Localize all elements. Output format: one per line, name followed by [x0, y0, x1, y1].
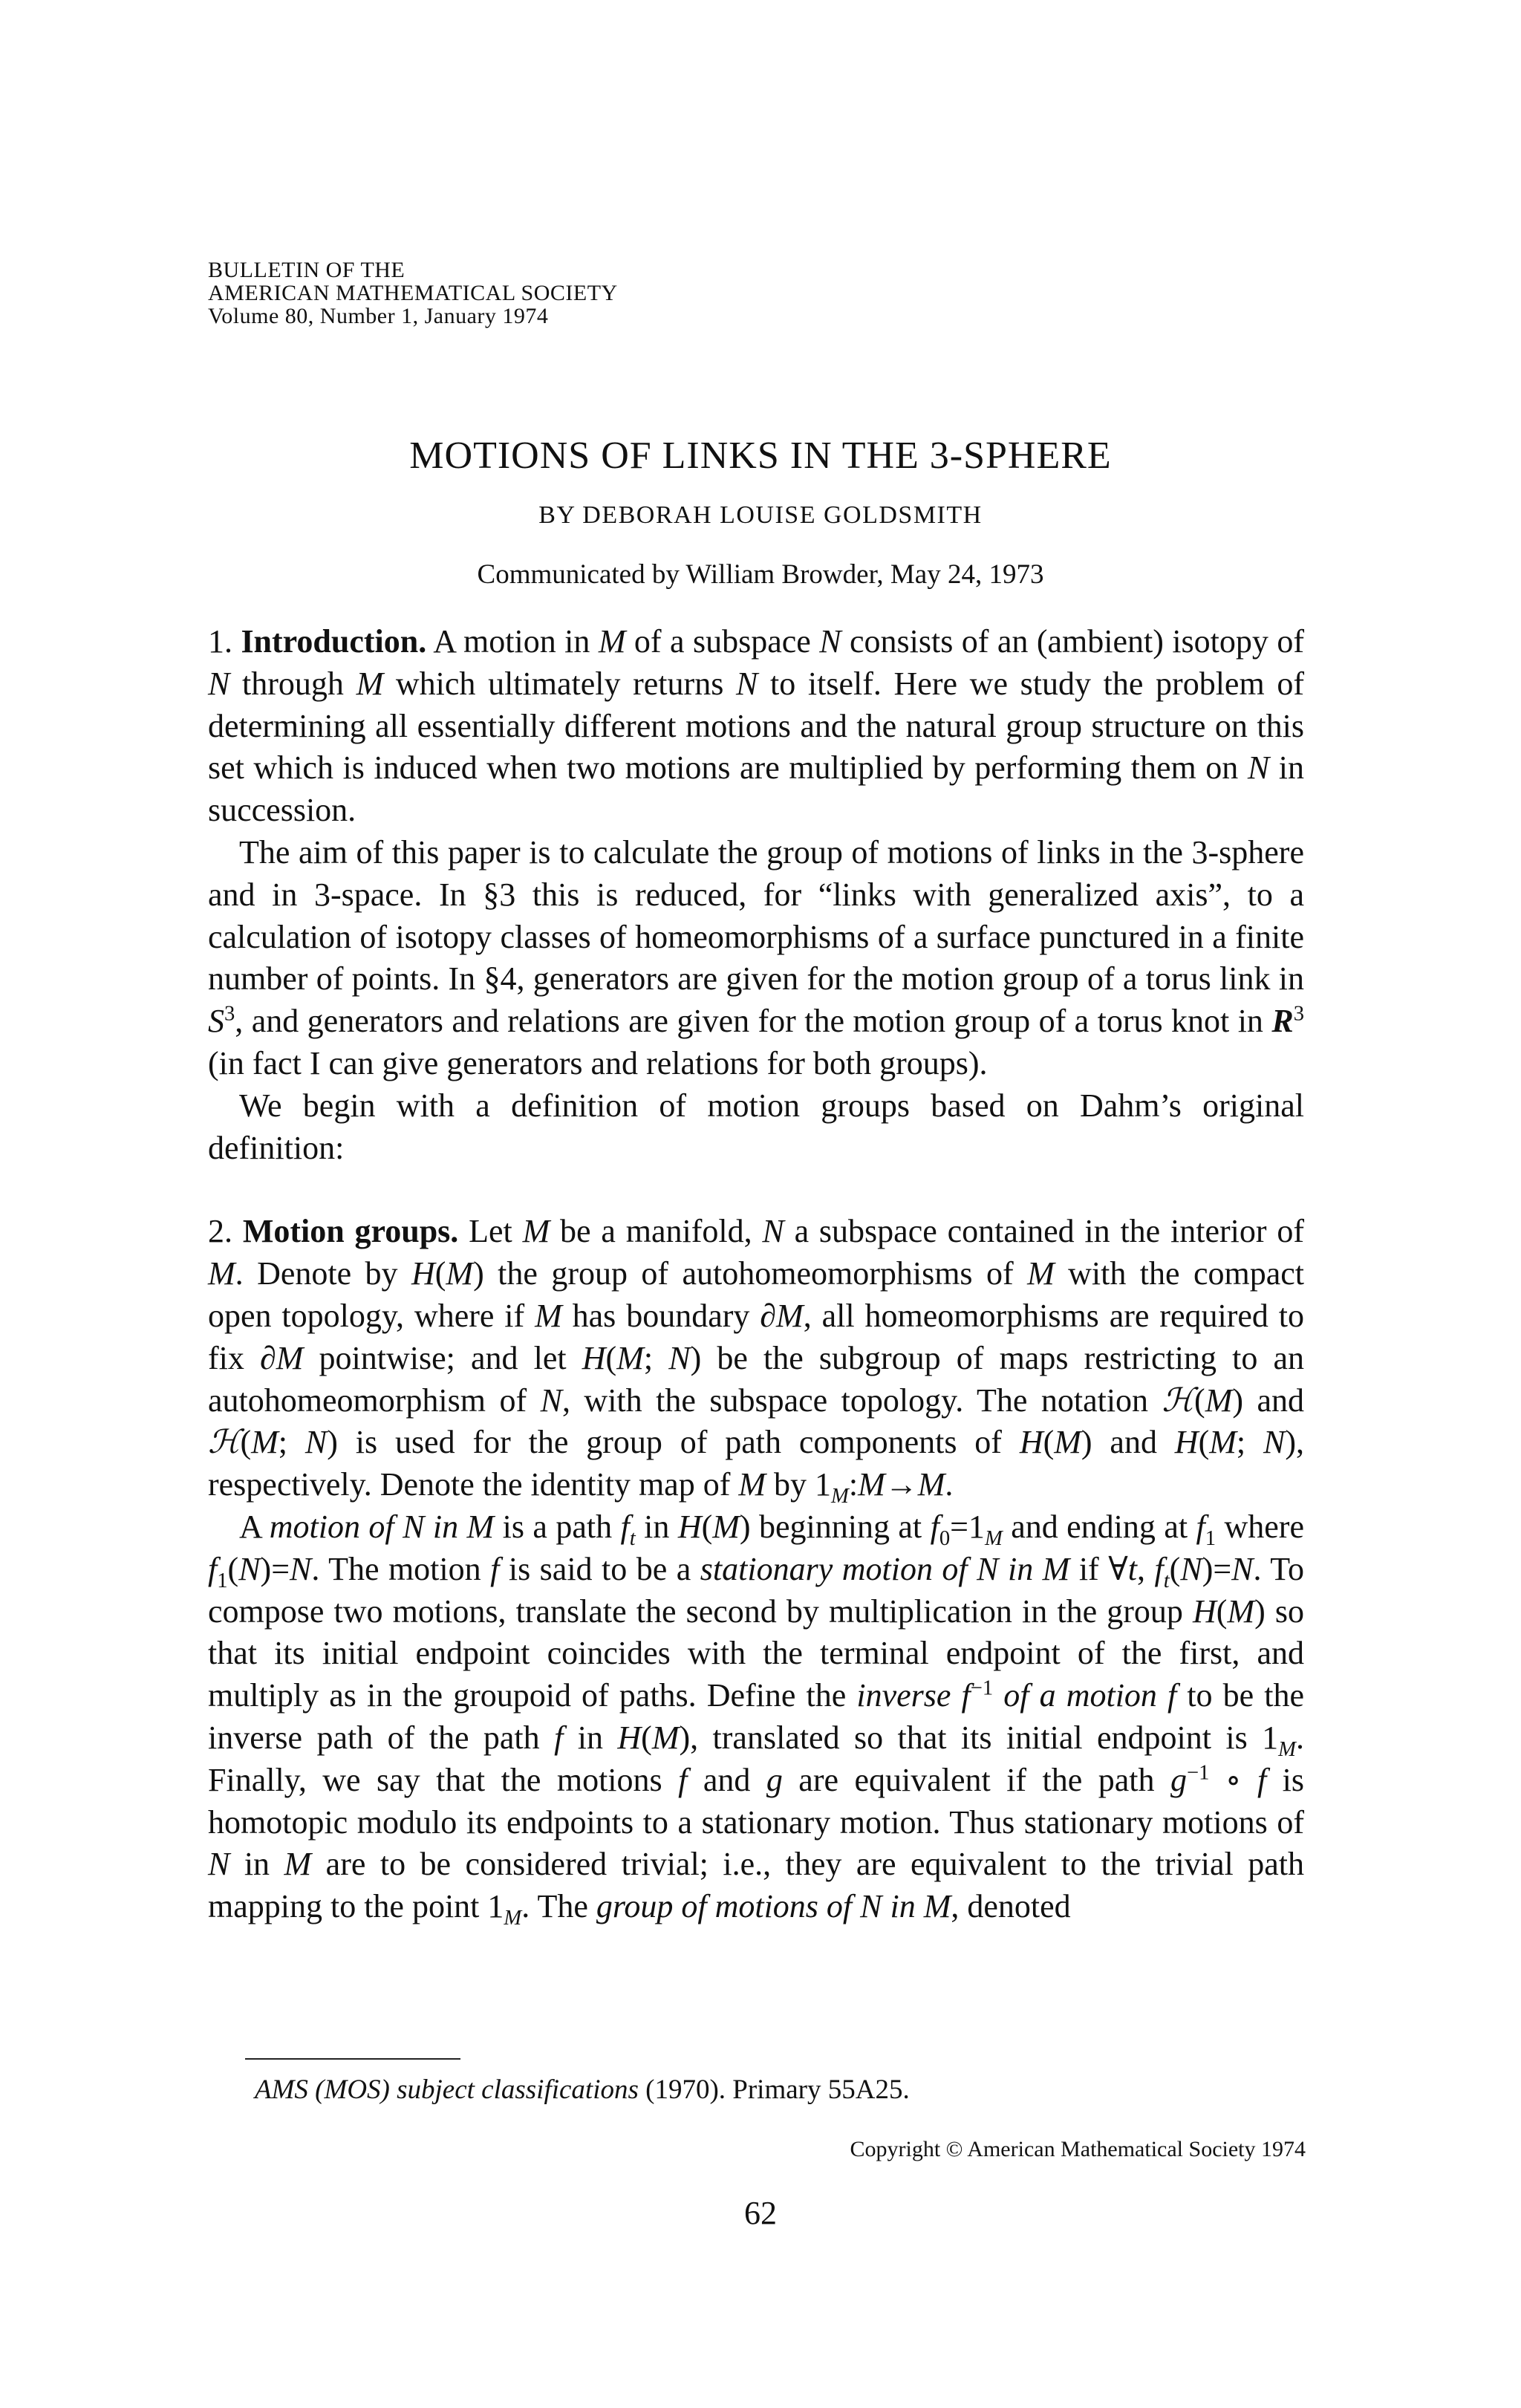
paragraph-aim: The aim of this paper is to calculate the group of motions of links in the 3-sphere and in 3-space. In §3 this is reduced, for “links with generalized axis”, to a calculation of isotopy classes of homeomorphisms of a surface punctured in a finite number of points. In §4, generators are given for the motion group of a torus link in $S^3$, and generators and relations are given for the motion group of a torus knot in $R^3$ (in fact I can give generators and relations for both groups). [208, 833, 1304, 1081]
journal-volume-line: Volume 80, Number 1, January 1974 [208, 304, 549, 328]
section-number: 1. [208, 623, 232, 660]
footnote [255, 2074, 1294, 2106]
section-heading-motion-groups: Motion groups. [242, 1213, 459, 1250]
paragraph-motion-groups: 2. Motion groups. Let M be a manifold, N a subspace contained in the interior of M. Denote by H(M) the group of autohomeomorphisms of M with the compact open topology, where if M has boundary ∂M, all homeomorphisms are required to fix ∂M pointwise; and let H(M; N) be the subgroup of maps restricting to an autohomeomorphism of N, with the subspace topology. The notation ℋ(M) and ℋ(M; N) is used for the group of path components of H(M) and H(M; N), respectively. Denote the identity map of M by $1_M:M\to M$. [208, 1213, 1305, 1508]
paragraph-motion-definition: A motion of N in M is a path $f_t$ in H(M) beginning at $f_0=1_M$ and ending at $f_1$ where $f_1(N)=N$. The motion f is said to be a stationary motion of N in M if ∀t, $f_t(N)=N$. To compose two motions, translate the second by multiplication in the group H(M) so that its initial endpoint coincides with the terminal endpoint of the first, and multiply as in the groupoid of paths. Define the inverse $f^{-1}$ of a motion f to be the inverse path of the path f in H(M), translated so that its initial endpoint is $1_M$. Finally, we say that the motions f and g are equivalent if the path $g^{-1}$ ∘ f is homotopic modulo its endpoints to a stationary motion. Thus stationary motions of N in M are to be considered trivial; i.e., they are equivalent to the trivial path mapping to the point $1_M$. The group of motions of N in M, denoted [208, 1508, 1305, 1930]
paragraph-introduction: 1. Introduction. A motion in M of a subspace N consists of an (ambient) isotopy of N through M which ultimately returns N to itself. Here we study the problem of determining all essentially different motions and the natural group structure on this set which is induced when two motions are multiplied by performing them on N in succession. [208, 623, 1304, 829]
section-heading-introduction: Introduction. [241, 623, 427, 660]
journal-header [208, 258, 876, 328]
journal-name-line2: AMERICAN MATHEMATICAL SOCIETY [208, 281, 618, 305]
page-number: 62 [744, 2195, 777, 2231]
journal-name-line1: BULLETIN OF THE [208, 258, 406, 282]
footnote-classification-label: AMS (MOS) subject classifications [255, 2075, 639, 2105]
section-number: 2. [208, 1213, 232, 1250]
article-title: MOTIONS OF LINKS IN THE 3-SPHERE [409, 435, 1112, 477]
paragraph-definition-intro: We begin with a definition of motion groups based on Dahm’s original definition: [208, 1087, 1304, 1166]
communicated-line: Communicated by William Browder, May 24, 1973 [477, 559, 1044, 590]
footnote-classification-text: (1970). Primary 55A25. [638, 2075, 910, 2105]
article-body [208, 621, 1304, 1928]
author-byline: BY DEBORAH LOUISE GOLDSMITH [538, 501, 983, 529]
footnote-rule [245, 2058, 460, 2060]
copyright-notice: Copyright © American Mathematical Society 1974 [850, 2137, 1306, 2161]
